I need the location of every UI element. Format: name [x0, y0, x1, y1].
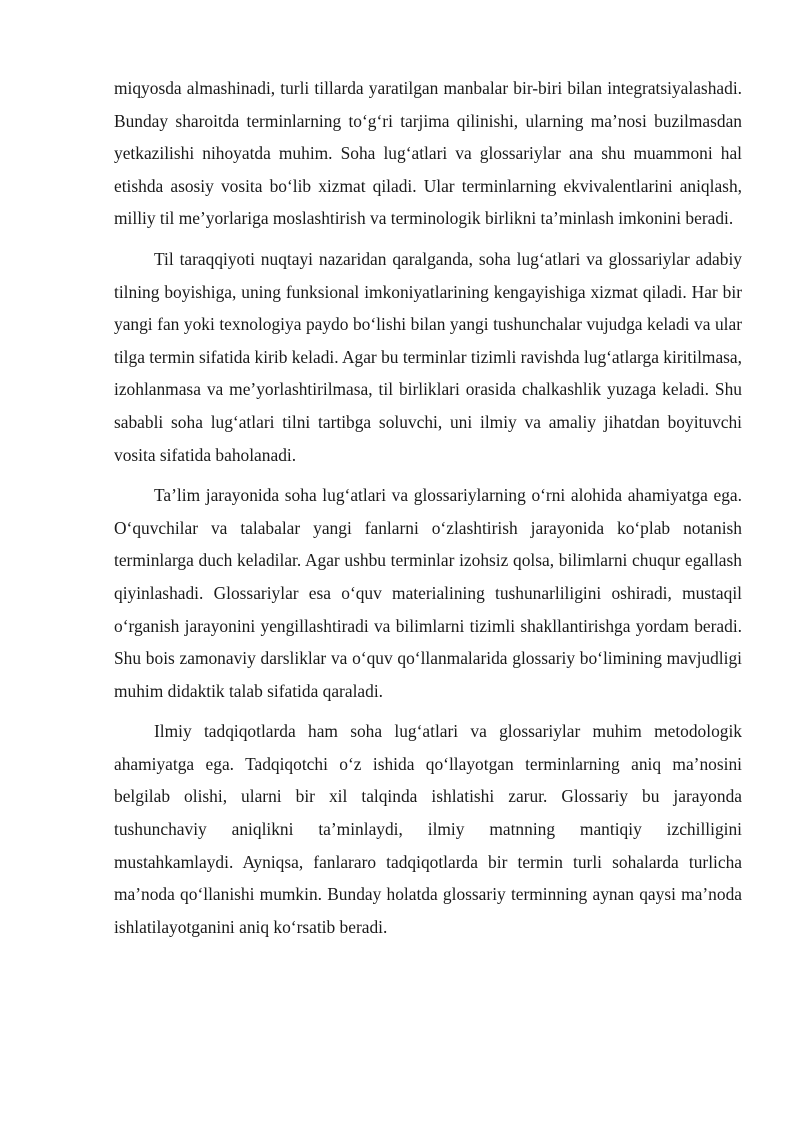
paragraph-4: Ilmiy tadqiqotlarda ham soha lug‘atlari va glossariylar muhim metodologik ahamiyatga ega. Tadqiqotchi o‘z ishida qo‘llayotgan terminlarning aniq ma’nosini belgilab olishi, ularni bir xil talqinda ishlatishi zarur. Glossariy bu jarayonda tushunchaviy aniqlikni ta’minlaydi, ilmiy matnning mantiqiy izchilligini mustahkamlaydi. Ayniqsa, fanlararo tadqiqotlarda bir termin turli sohalarda turlicha ma’noda qo‘llanishi mumkin. Bunday holatda glossariy terminning aynan qaysi ma’noda ishlatilayotganini aniq ko‘rsatib beradi. — [114, 721, 742, 937]
paragraph-2: Til taraqqiyoti nuqtayi nazaridan qaralganda, soha lug‘atlari va glossariylar adabiy tilning boyishiga, uning funksional imkoniyatlarining kengayishiga xizmat qiladi. Har bir yangi fan yoki texnologiya paydo bo‘lishi bilan yangi tushunchalar vujudga keladi va ular tilga termin sifatida kirib keladi. Agar bu terminlar tizimli ravishda lug‘atlarga kiritilmasa, izohlanmasa va me’yorlashtirilmasa, til birliklari orasida chalkashlik yuzaga keladi. Shu sababli soha lug‘atlari tilni tartibga soluvchi, uni ilmiy va amaliy jihatdan boyituvchi vosita sifatida baholanadi. — [114, 248, 742, 465]
paragraph-3: Ta’lim jarayonida soha lug‘atlari va glossariylarning o‘rni alohida ahamiyatga ega. O‘quvchilar va talabalar yangi fanlarni o‘zlashtirish jarayonida ko‘plab notanish terminlarga duch keladilar. Agar ushbu terminlar izohsiz qolsa, bilimlarni chuqur egallash qiyinlashadi. Glossariylar esa o‘quv materialining tushunarliligini oshiradi, mustaqil o‘rganish jarayonini yengillashtiradi va bilimlarni tizimli shakllantirishga yordam beradi. Shu bois zamonaviy darsliklar va o‘quv qo‘llanmalarida glossariy bo‘limining mavjudligi muhim didaktik talab sifatida qaraladi. — [114, 485, 742, 701]
document-body — [114, 72, 742, 951]
paragraph-1: miqyosda almashinadi, turli tillarda yaratilgan manbalar bir-biri bilan integratsiyalashadi. Bunday sharoitda terminlarning to‘g‘ri tarjima qilinishi, ularning ma’nosi buzilmasdan yetkazilishi nihoyatda muhim. Soha lug‘atlari va glossariylar ana shu muammoni hal etishda asosiy vosita bo‘lib xizmat qiladi. Ular terminlarning ekvivalentlarini aniqlash, milliy til me’yorlariga moslashtirish va terminologik birlikni ta’minlash imkonini beradi. — [114, 78, 742, 229]
